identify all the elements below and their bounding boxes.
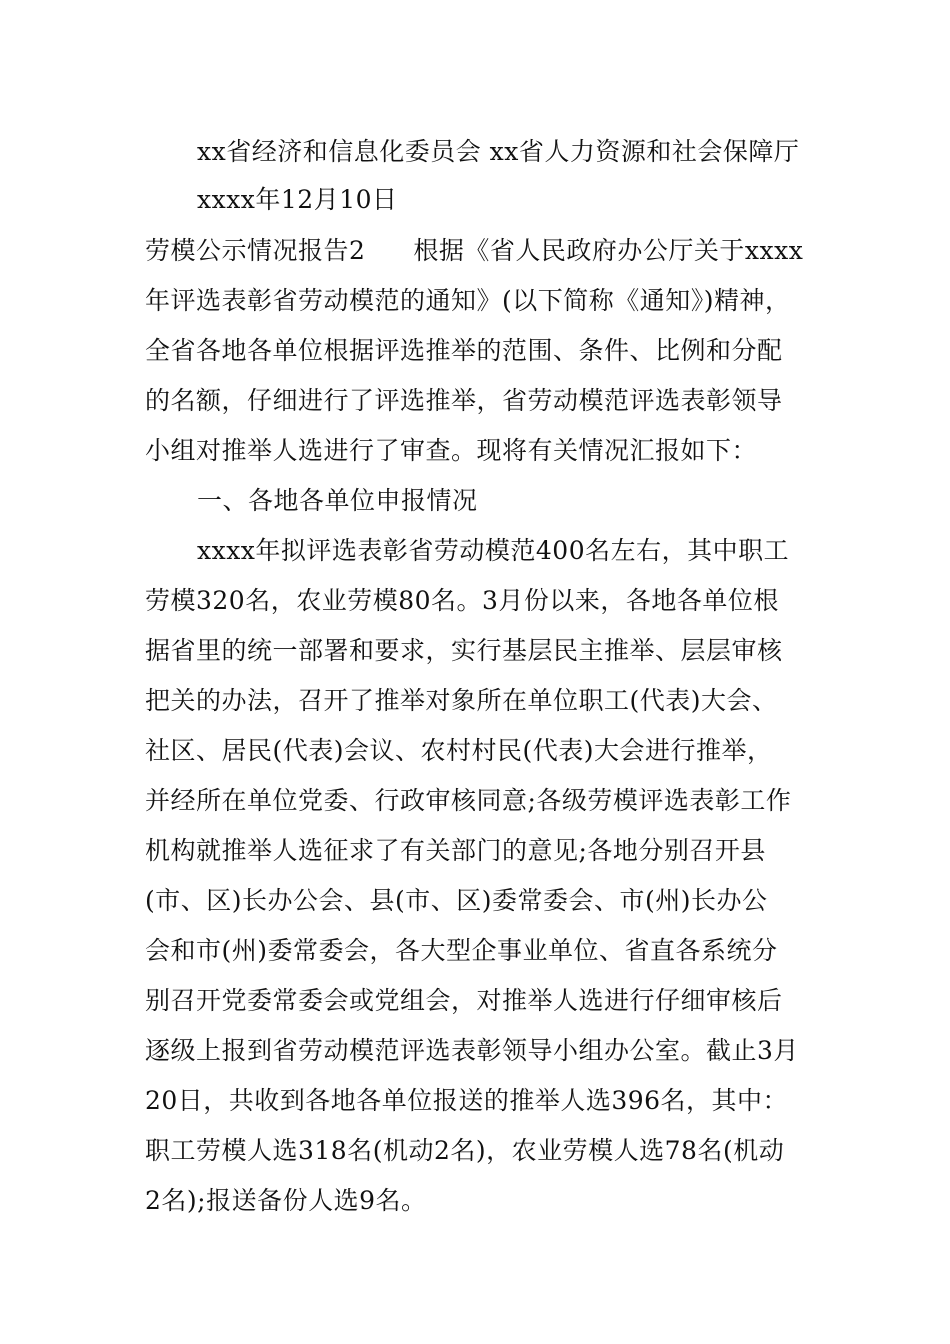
report-title-line [145,236,803,266]
intro-line-3: 全省各地各单位根据评选推举的范围、条件、比例和分配 [145,336,783,365]
intro-line-5: 小组对推举人选进行了审查。现将有关情况汇报如下： [145,436,758,465]
intro-line-4: 的名额，仔细进行了评选推举，省劳动模范评选表彰领导 [145,386,783,415]
body-line-11: 逐级上报到省劳动模范评选表彰领导小组办公室。截止3月 [145,1036,799,1065]
body-line-13: 职工劳模人选318名(机动2名)，农业劳模人选78名(机动 [145,1136,785,1165]
body-line-7: 机构就推举人选征求了有关部门的意见;各地分别召开县 [145,836,766,865]
body-line-6: 并经所在单位党委、行政审核同意;各级劳模评选表彰工作 [145,786,792,815]
body-line-2: 劳模320名，农业劳模80名。3月份以来，各地各单位根 [145,586,779,615]
intro-line-1: 根据《省人民政府办公厅关于xxxx [413,236,804,265]
intro-line-2: 年评选表彰省劳动模范的通知》(以下简称《通知》)精神， [145,286,791,315]
body-line-10: 别召开党委常委会或党组会，对推举人选进行仔细审核后 [145,986,783,1015]
body-line-1: xxxx年拟评选表彰省劳动模范400名左右，其中职工 [197,536,790,565]
issuers-line: xx省经济和信息化委员会 xx省人力资源和社会保障厅 [197,137,800,166]
date-line: xxxx年12月10日 [197,185,398,214]
body-line-9: 会和市(州)委常委会，各大型企事业单位、省直各系统分 [145,936,778,965]
body-line-12: 20日，共收到各地各单位报送的推举人选396名，其中： [145,1086,789,1115]
section-heading: 一、各地各单位申报情况 [197,486,478,515]
report-title: 劳模公示情况报告2 [145,236,366,265]
body-line-5: 社区、居民(代表)会议、农村村民(代表)大会进行推举， [145,736,773,765]
body-line-14: 2名);报送备份人选9名。 [145,1186,427,1215]
body-line-8: (市、区)长办公会、县(市、区)委常委会、市(州)长办公 [145,886,768,915]
body-line-3: 据省里的统一部署和要求，实行基层民主推举、层层审核 [145,636,783,665]
body-line-4: 把关的办法，召开了推举对象所在单位职工(代表)大会、 [145,686,778,715]
